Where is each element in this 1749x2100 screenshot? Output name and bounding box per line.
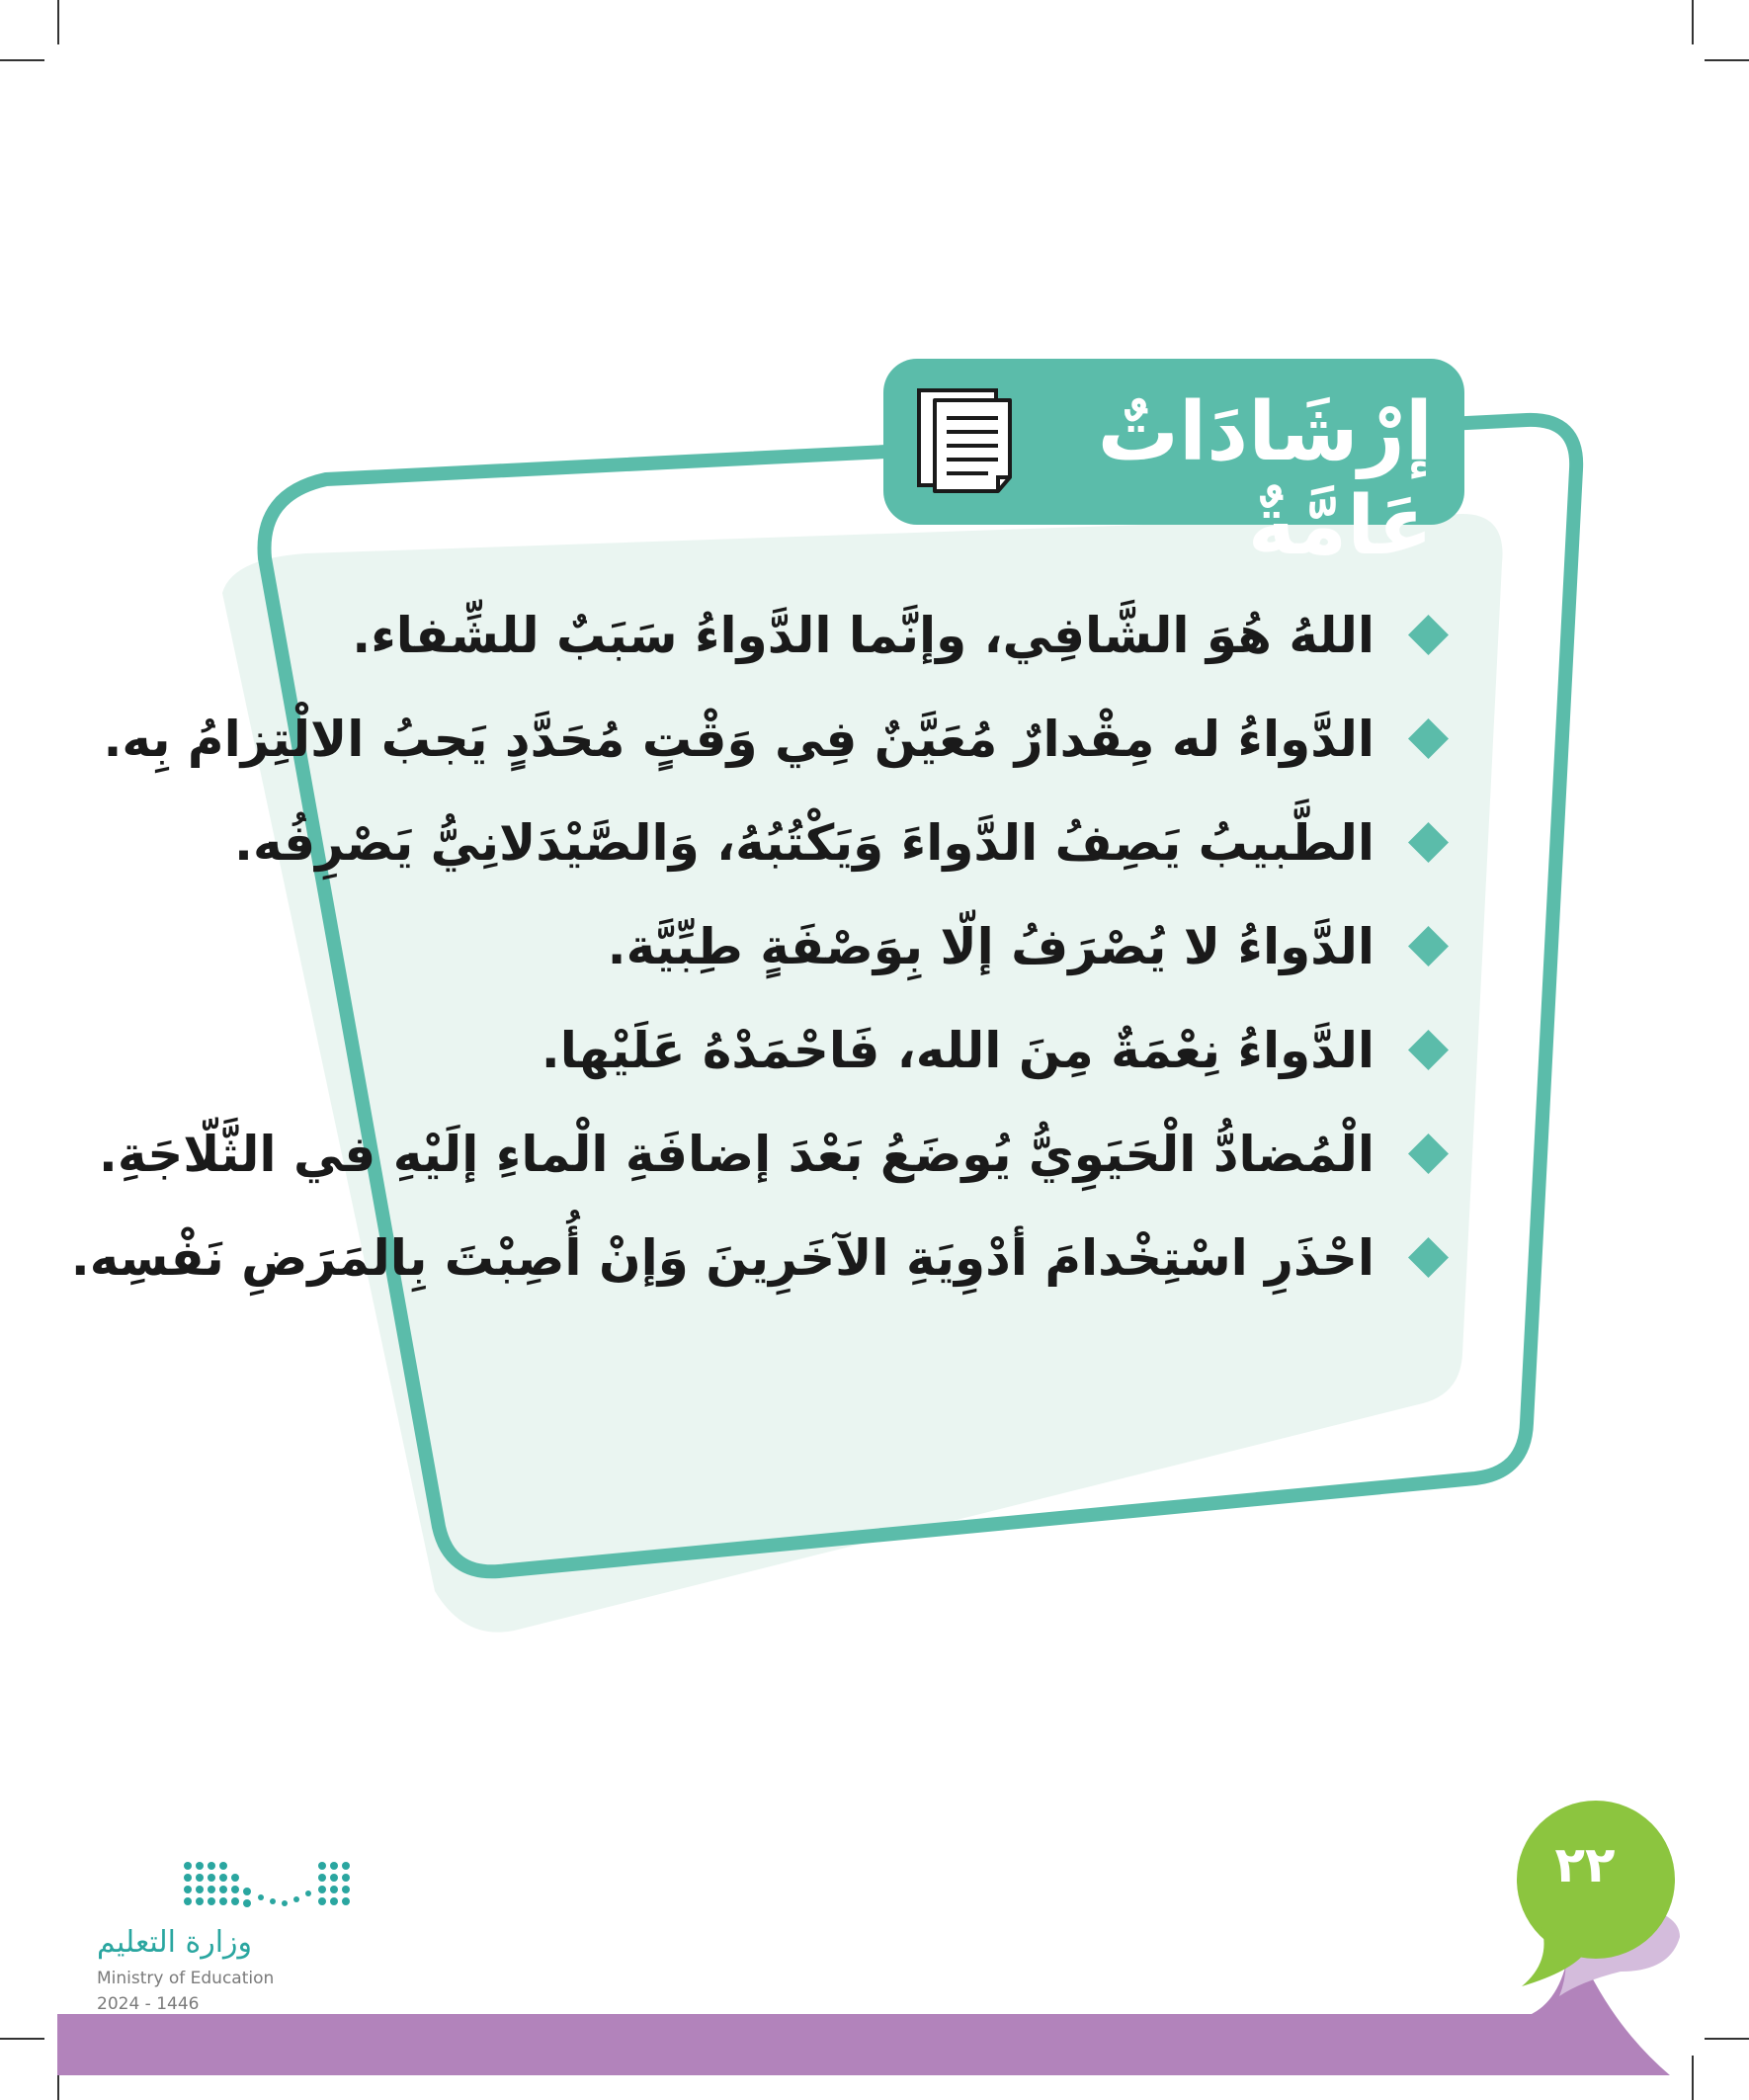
diamond-bullet-icon	[1408, 926, 1449, 966]
list-item-text: الطَّبيبُ يَصِفُ الدَّواءَ وَيَكْتُبُهُ، وَالصَّيْدَلانِيُّ يَصْرِفُه.	[234, 813, 1374, 872]
ministry-logo-icon	[184, 1862, 350, 1907]
diamond-bullet-icon	[1408, 1134, 1449, 1174]
diamond-bullet-icon	[1408, 822, 1449, 863]
list-item-text: اللهُ هُوَ الشَّافِي، وإنَّما الدَّواءُ سَبَبٌ للشِّفاء.	[352, 606, 1374, 664]
list-item-text: الدَّواءُ له مِقْدارٌ مُعَيَّنٌ فِي وَقْتٍ مُحَدَّدٍ يَجبُ الالْتِزامُ بِه.	[103, 710, 1374, 768]
list-item	[70, 1206, 1443, 1309]
edition-year: 2024 - 1446	[97, 1994, 200, 2014]
list-item	[98, 1102, 1443, 1206]
list-item	[234, 791, 1443, 894]
list-item-text: احْذَرِ اسْتِخْدامَ أدْوِيَةِ الآخَرِينَ وَإنْ أُصِبْتَ بِالمَرَضِ نَفْسِه.	[70, 1228, 1374, 1287]
ministry-name-english: Ministry of Education	[97, 1969, 275, 1988]
page-number: ٢٢	[1554, 1836, 1616, 1893]
footer-band	[57, 1932, 1670, 2075]
list-item	[395, 894, 1443, 998]
guidelines-list	[70, 583, 1443, 1309]
list-item-text: الدَّواءُ لا يُصْرَفُ إلّا بِوَصْفَةٍ طِبِّيَّة.	[607, 917, 1374, 975]
ministry-name-arabic: وزارة التعليم	[97, 1925, 253, 1960]
diamond-bullet-icon	[1408, 1030, 1449, 1070]
list-item	[395, 998, 1443, 1102]
list-item-text: الدَّواءُ نِعْمَةٌ مِنَ الله، فَاحْمَدْهُ عَلَيْها.	[541, 1021, 1374, 1079]
diamond-bullet-icon	[1408, 615, 1449, 655]
header-title: إرْشَادَاتٌ عَامَّةٌ	[1097, 385, 1433, 573]
list-item-text: الْمُضادُّ الْحَيَوِيُّ يُوضَعُ بَعْدَ إضافَةِ الْماءِ إلَيْهِ في الثَّلّاجَةِ.	[98, 1125, 1374, 1183]
document-icon	[913, 386, 1020, 495]
list-item	[352, 583, 1443, 687]
list-item	[103, 687, 1443, 791]
diamond-bullet-icon	[1408, 1237, 1449, 1278]
diamond-bullet-icon	[1408, 718, 1449, 759]
